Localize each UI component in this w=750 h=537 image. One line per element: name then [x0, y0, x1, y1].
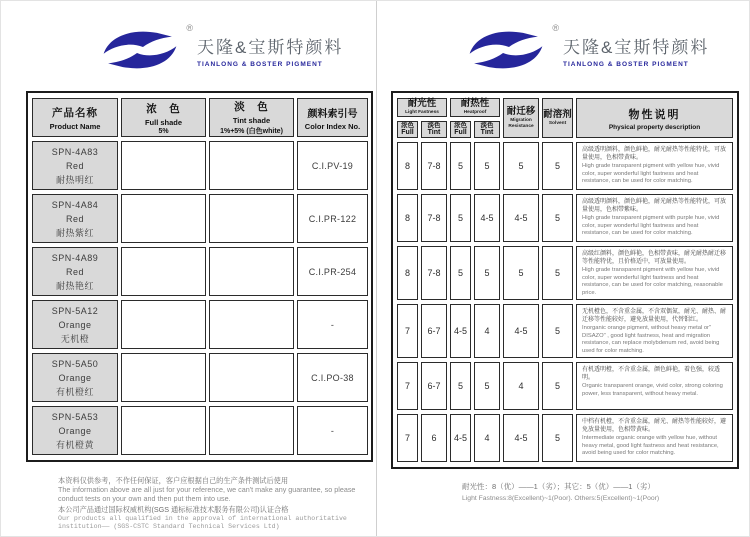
table-row [397, 362, 733, 410]
col-header-migration: 耐迁移 Migration Resistance [503, 98, 539, 138]
table-row [32, 141, 368, 190]
full-shade-swatch [121, 141, 206, 190]
brand-logo-icon [463, 23, 559, 73]
product-cell: SPN-4A89 Red 耐热艳红 [32, 247, 118, 296]
rating-heat-tint: 5 [474, 246, 500, 300]
brand-name-cn: 天隆&宝斯特颜料 [197, 37, 344, 57]
rating-light-full: 7 [397, 414, 418, 462]
color-index-cell: C.I.PO-38 [297, 353, 368, 402]
subcol-light-full: 浓色 Full [397, 121, 418, 138]
brand-name-en: TIANLONG & BOSTER PIGMENT [563, 60, 689, 68]
rating-light-tint: 7-8 [421, 142, 447, 190]
rating-heat-full: 5 [450, 362, 471, 410]
rating-heat-tint: 4 [474, 414, 500, 462]
rating-solvent: 5 [542, 194, 573, 242]
color-index-cell: - [297, 300, 368, 349]
tint-shade-swatch [209, 353, 294, 402]
rating-solvent: 5 [542, 414, 573, 462]
page-left [1, 1, 376, 537]
rating-heat-full: 5 [450, 194, 471, 242]
rating-heat-full: 4-5 [450, 304, 471, 358]
rating-solvent: 5 [542, 304, 573, 358]
full-shade-swatch [121, 247, 206, 296]
rating-heat-tint: 4 [474, 304, 500, 358]
product-cell: SPN-4A83 Red 耐热明红 [32, 141, 118, 190]
rating-heat-tint: 5 [474, 142, 500, 190]
certification-cn: 本公司产品通过国际权威机构(SGS 通标标准技术服务有限公司)认证合格 [58, 505, 289, 514]
full-shade-swatch [121, 406, 206, 455]
table-row [32, 406, 368, 455]
rating-solvent: 5 [542, 246, 573, 300]
rating-legend-footer [462, 482, 722, 503]
color-index-cell: C.I.PR-254 [297, 247, 368, 296]
rating-legend-en: Light Fastness:8(Excellent)~1(Poor). Others:5(Excellent)~1(Poor) [462, 495, 660, 502]
table-row [32, 194, 368, 243]
subcol-heat-tint: 淡色 Tint [474, 121, 500, 138]
product-cell: SPN-4A84 Red 耐热紫红 [32, 194, 118, 243]
full-shade-swatch [121, 300, 206, 349]
col-header-description: 物性说明 Physical property description [576, 98, 733, 138]
rating-heat-tint: 5 [474, 362, 500, 410]
brand-header [463, 23, 710, 73]
full-shade-swatch [121, 194, 206, 243]
rating-migration: 4 [503, 362, 539, 410]
swoosh-logo-icon [97, 27, 183, 73]
rating-light-tint: 6 [421, 414, 447, 462]
product-table-header [32, 98, 368, 137]
color-index-cell: - [297, 406, 368, 455]
rating-migration: 5 [503, 246, 539, 300]
subcol-heat-full: 浓色 Full [450, 121, 471, 138]
swoosh-logo-icon [463, 27, 549, 73]
brand-name-en: TIANLONG & BOSTER PIGMENT [197, 60, 323, 68]
rating-heat-full: 4-5 [450, 414, 471, 462]
rating-light-full: 7 [397, 304, 418, 358]
rating-migration: 5 [503, 142, 539, 190]
description-cell: 高级透明颜料，颜色鲜艳，耐光耐热等性能特优，可放量使用，色相带黄味。 High grade transparent pigment with yellow hue, vivid color, super wonderful light fastness and heat resistance, can be used for color matching. [576, 142, 733, 190]
product-cell: SPN-5A12 Orange 无机橙 [32, 300, 118, 349]
col-header-color-index: 颜料索引号 Color Index No. [297, 98, 368, 137]
col-header-heatproof: 耐热性 Heatproof [450, 98, 500, 117]
rating-light-full: 8 [397, 246, 418, 300]
page-right [376, 1, 750, 537]
rating-legend-cn: 耐光性：8（优）——1（劣）；其它：5（优）——1（劣） [462, 482, 655, 491]
col-header-tint-shade: 淡 色 Tint shade 1%+5% (白色white) [209, 98, 294, 137]
properties-table [391, 91, 739, 469]
col-header-light-fastness: 耐光性 Light Fastness [397, 98, 447, 117]
brand-logo-icon [97, 23, 193, 73]
disclaimer-en: The information above are all just for your reference, we can't make any guarantee, so please conduct tests on your own and then put them into use. [58, 485, 356, 503]
rating-light-full: 8 [397, 142, 418, 190]
registered-mark: ® [186, 23, 193, 33]
disclaimer-cn: 本资料仅供参考，不作任何保证，客户应根据自己的生产条件测试后使用 [58, 476, 289, 485]
tint-shade-swatch [209, 141, 294, 190]
table-row [32, 247, 368, 296]
rating-light-tint: 6-7 [421, 304, 447, 358]
product-cell: SPN-5A50 Orange 有机橙红 [32, 353, 118, 402]
rating-heat-tint: 4-5 [474, 194, 500, 242]
rating-light-tint: 6-7 [421, 362, 447, 410]
color-index-cell: C.I.PR-122 [297, 194, 368, 243]
brand-header [97, 23, 344, 73]
disclaimer-footer [58, 476, 364, 531]
table-row [32, 353, 368, 402]
col-header-product: 产品名称 Product Name [32, 98, 118, 137]
table-row [32, 300, 368, 349]
certification-en: Our products all qualified in the approval of international authoritative institution—— (SGS-CSTC Standard Technical Services Ltd) [58, 515, 347, 530]
description-cell: 无机橙色，不含重金属，不含双偶氮，耐光、耐热、耐迁移等性能较好，避免放量使用，代替钼红。 Inorganic orange pigment, without heavy metal or" DISAZO" , good light fastness, heat and migration resistance, can replace molybdenum red, avoid being used for color matching. [576, 304, 733, 358]
rating-light-tint: 7-8 [421, 246, 447, 300]
tint-shade-swatch [209, 194, 294, 243]
rating-light-full: 7 [397, 362, 418, 410]
description-cell: 高级红颜料，颜色鲜艳，色相带黄味，耐光耐热耐迁移等性能特优，且价格适中，可放量使用。 High grade transparent pigment with yellow hue, vivid color, super wonderful light fastness and heat resistance, can be used for color matching, reasonable price. [576, 246, 733, 300]
subcol-light-tint: 淡色 Tint [421, 121, 447, 138]
rating-heat-full: 5 [450, 142, 471, 190]
properties-header-groups [397, 98, 733, 117]
color-index-cell: C.I.PV-19 [297, 141, 368, 190]
rating-migration: 4-5 [503, 414, 539, 462]
tint-shade-swatch [209, 247, 294, 296]
description-cell: 中档有机橙，不含重金属，耐光、耐热等性能较好，避免放量使用，色相带黄味。 Intermediate organic orange with yellow hue, without heavy metal, good light fastness and heat resistance, avoid being used for color matching. [576, 414, 733, 462]
product-table [26, 91, 373, 462]
description-cell: 有机透明橙，不含重金属，颜色鲜艳，着色强，较透明。 Organic transparent orange, vivid color, strong coloring power, less transparent, without heavy metal. [576, 362, 733, 410]
product-cell: SPN-5A53 Orange 有机橙黄 [32, 406, 118, 455]
table-row [397, 246, 733, 300]
brand-name-cn: 天隆&宝斯特颜料 [563, 37, 710, 57]
rating-heat-full: 5 [450, 246, 471, 300]
rating-light-full: 8 [397, 194, 418, 242]
registered-mark: ® [552, 23, 559, 33]
full-shade-swatch [121, 353, 206, 402]
col-header-solvent: 耐溶剂 Solvent [542, 98, 573, 138]
rating-solvent: 5 [542, 362, 573, 410]
rating-migration: 4-5 [503, 304, 539, 358]
rating-migration: 4-5 [503, 194, 539, 242]
description-cell: 高级透明颜料，颜色鲜艳，耐光耐热等性能特优，可放量使用，色相带紫味。 High grade transparent pigment with purple hue, vivid color, super wonderful light fastness and heat resistance, can be used for color matching. [576, 194, 733, 242]
table-row [397, 304, 733, 358]
rating-light-tint: 7-8 [421, 194, 447, 242]
col-header-full-shade: 浓 色 Full shade 5% [121, 98, 206, 137]
table-row [397, 414, 733, 462]
table-row [397, 142, 733, 190]
tint-shade-swatch [209, 300, 294, 349]
tint-shade-swatch [209, 406, 294, 455]
rating-solvent: 5 [542, 142, 573, 190]
table-row [397, 194, 733, 242]
